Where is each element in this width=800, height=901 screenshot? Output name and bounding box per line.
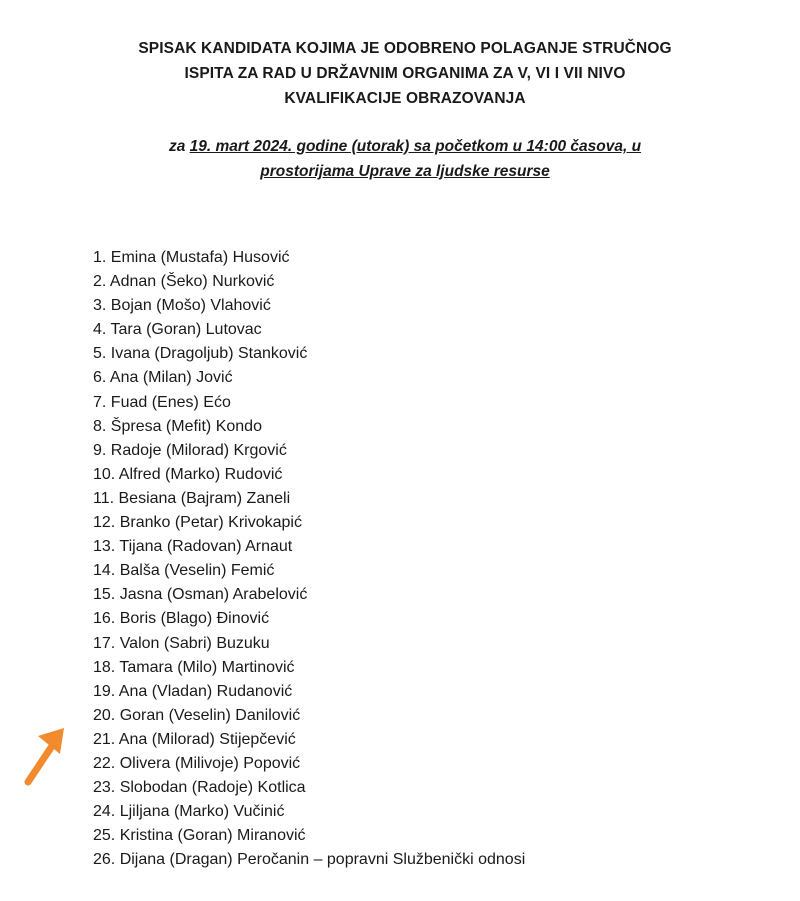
list-item: 16. Boris (Blago) Đinović [93, 610, 270, 628]
document-title [60, 36, 750, 111]
list-item: 2. Adnan (Šeko) Nurković [93, 273, 275, 291]
list-item: 12. Branko (Petar) Krivokapić [93, 514, 302, 532]
candidate-list [93, 246, 525, 872]
list-item: 20. Goran (Veselin) Danilović [93, 706, 301, 724]
list-item: 7. Fuad (Enes) Ećo [93, 393, 231, 411]
list-item: 18. Tamara (Milo) Martinović [93, 658, 295, 676]
title-line-2: ISPITA ZA RAD U DRŽAVNIM ORGANIMA ZA V, VI I VII NIVO [184, 65, 626, 82]
list-item: 17. Valon (Sabri) Buzuku [93, 634, 270, 652]
list-item: 25. Kristina (Goran) Miranović [93, 827, 306, 845]
schedule-line-1 [60, 134, 750, 159]
exam-schedule [60, 134, 750, 184]
list-item: 3. Bojan (Mošo) Vlahović [93, 297, 271, 315]
schedule-date-time: 19. mart 2024. godine (utorak) sa početkom u 14:00 časova, u [189, 138, 642, 155]
schedule-prefix: za [168, 138, 190, 155]
schedule-line-2: prostorijama Uprave za ljudske resurse [260, 163, 550, 180]
arrow-up-right-icon [22, 726, 70, 786]
title-line-1: SPISAK KANDIDATA KOJIMA JE ODOBRENO POLAGANJE STRUČNOG [138, 40, 672, 57]
list-item: 22. Olivera (Milivoje) Popović [93, 754, 301, 772]
list-item: 5. Ivana (Dragoljub) Stanković [93, 345, 308, 363]
list-item: 21. Ana (Milorad) Stijepčević [93, 730, 296, 748]
list-item: 8. Špresa (Mefit) Kondo [93, 417, 262, 435]
list-item: 24. Ljiljana (Marko) Vučinić [93, 803, 285, 821]
list-item: 19. Ana (Vladan) Rudanović [93, 682, 293, 700]
list-item: 9. Radoje (Milorad) Krgović [93, 441, 287, 459]
list-item: 1. Emina (Mustafa) Husović [93, 249, 290, 266]
list-item: 10. Alfred (Marko) Rudović [93, 465, 283, 483]
list-item: 14. Balša (Veselin) Femić [93, 562, 275, 580]
list-item: 26. Dijana (Dragan) Peročanin – popravni Službenički odnosi [93, 851, 526, 869]
list-item: 6. Ana (Milan) Jović [93, 369, 233, 387]
list-item: 13. Tijana (Radovan) Arnaut [93, 538, 293, 556]
list-item: 15. Jasna (Osman) Arabelović [93, 586, 308, 604]
list-item: 11. Besiana (Bajram) Zaneli [93, 489, 291, 507]
title-line-3: KVALIFIKACIJE OBRAZOVANJA [284, 90, 526, 107]
list-item: 4. Tara (Goran) Lutovac [93, 321, 262, 339]
list-item: 23. Slobodan (Radoje) Kotlica [93, 779, 306, 797]
